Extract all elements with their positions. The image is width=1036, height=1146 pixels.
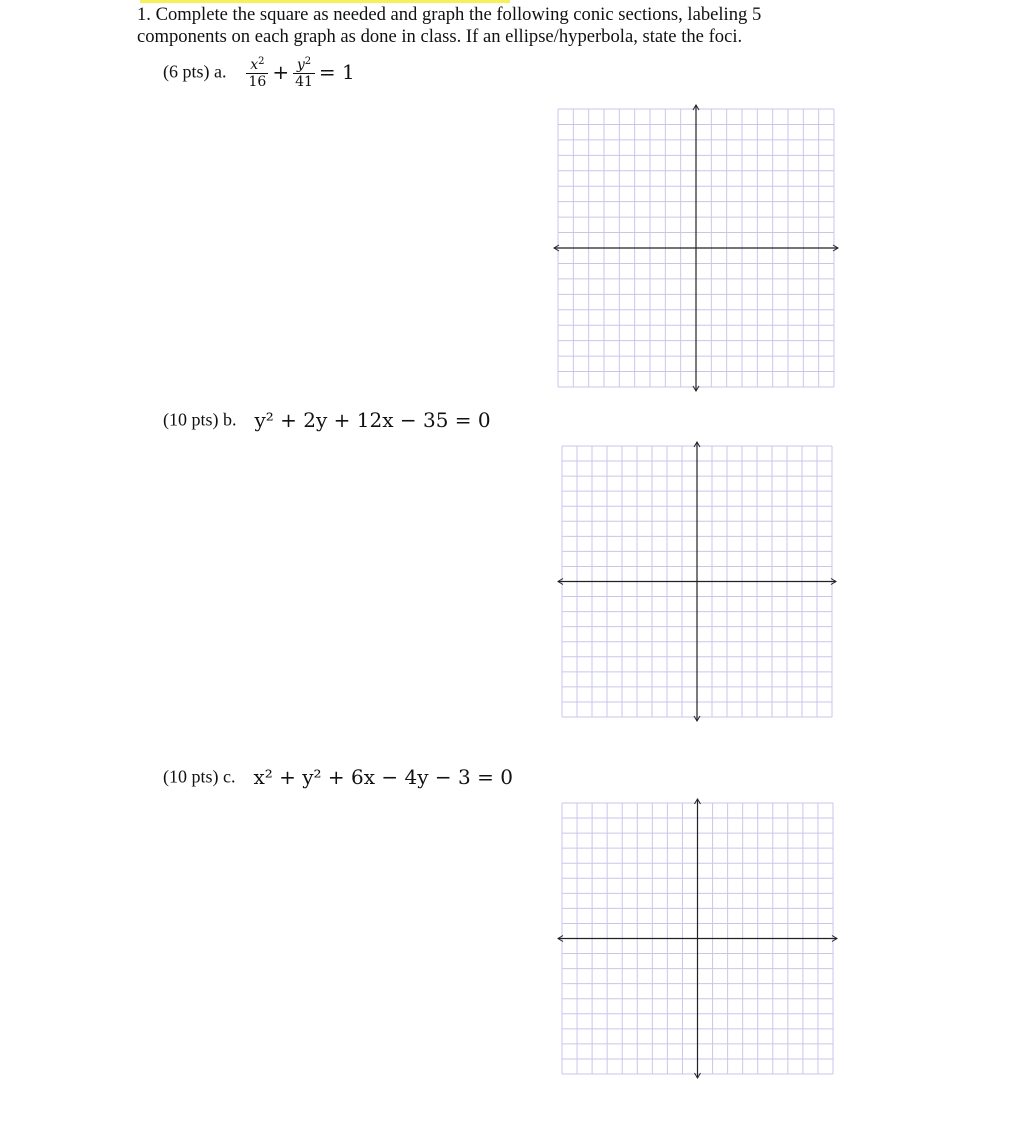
plus-sign: +	[272, 60, 290, 84]
frac2-num-exp: 2	[304, 56, 312, 67]
highlight-strip	[140, 0, 510, 3]
problem-c-points: (10 pts) c.	[163, 766, 236, 787]
problem-b-equation: y² + 2y + 12x − 35 = 0	[254, 408, 491, 432]
frac1-num-base: x	[250, 57, 259, 73]
instructions-line-1: 1. Complete the square as needed and graph the following conic sections, labeling 5	[137, 4, 762, 25]
graph-grid-a-svg[interactable]	[553, 104, 839, 392]
graph-grid-b-svg[interactable]	[557, 441, 837, 722]
frac1-num-exp: 2	[258, 56, 265, 67]
graph-grid-c[interactable]	[557, 798, 838, 1079]
fraction-x-over-16	[246, 54, 268, 90]
problem-a-points: (6 pts) a.	[163, 61, 227, 82]
instructions-line-2: components on each graph as done in class. If an ellipse/hyperbola, state the foci.	[137, 26, 743, 47]
instructions	[137, 4, 897, 48]
problem-c-equation: x² + y² + 6x − 4y − 3 = 0	[253, 765, 513, 789]
equation-rhs: = 1	[318, 60, 355, 84]
frac2-num-base: y	[296, 57, 305, 73]
frac2-den: 41	[295, 74, 313, 90]
graph-grid-a[interactable]	[553, 104, 839, 392]
problem-a	[163, 54, 357, 90]
frac1-den: 16	[248, 74, 267, 90]
problem-c	[163, 765, 513, 789]
fraction-y-over-41	[293, 54, 315, 90]
problem-b	[163, 408, 491, 432]
problem-a-equation	[244, 56, 356, 90]
graph-grid-c-svg[interactable]	[557, 798, 838, 1079]
problem-b-points: (10 pts) b.	[163, 409, 237, 430]
graph-grid-b[interactable]	[557, 441, 837, 722]
